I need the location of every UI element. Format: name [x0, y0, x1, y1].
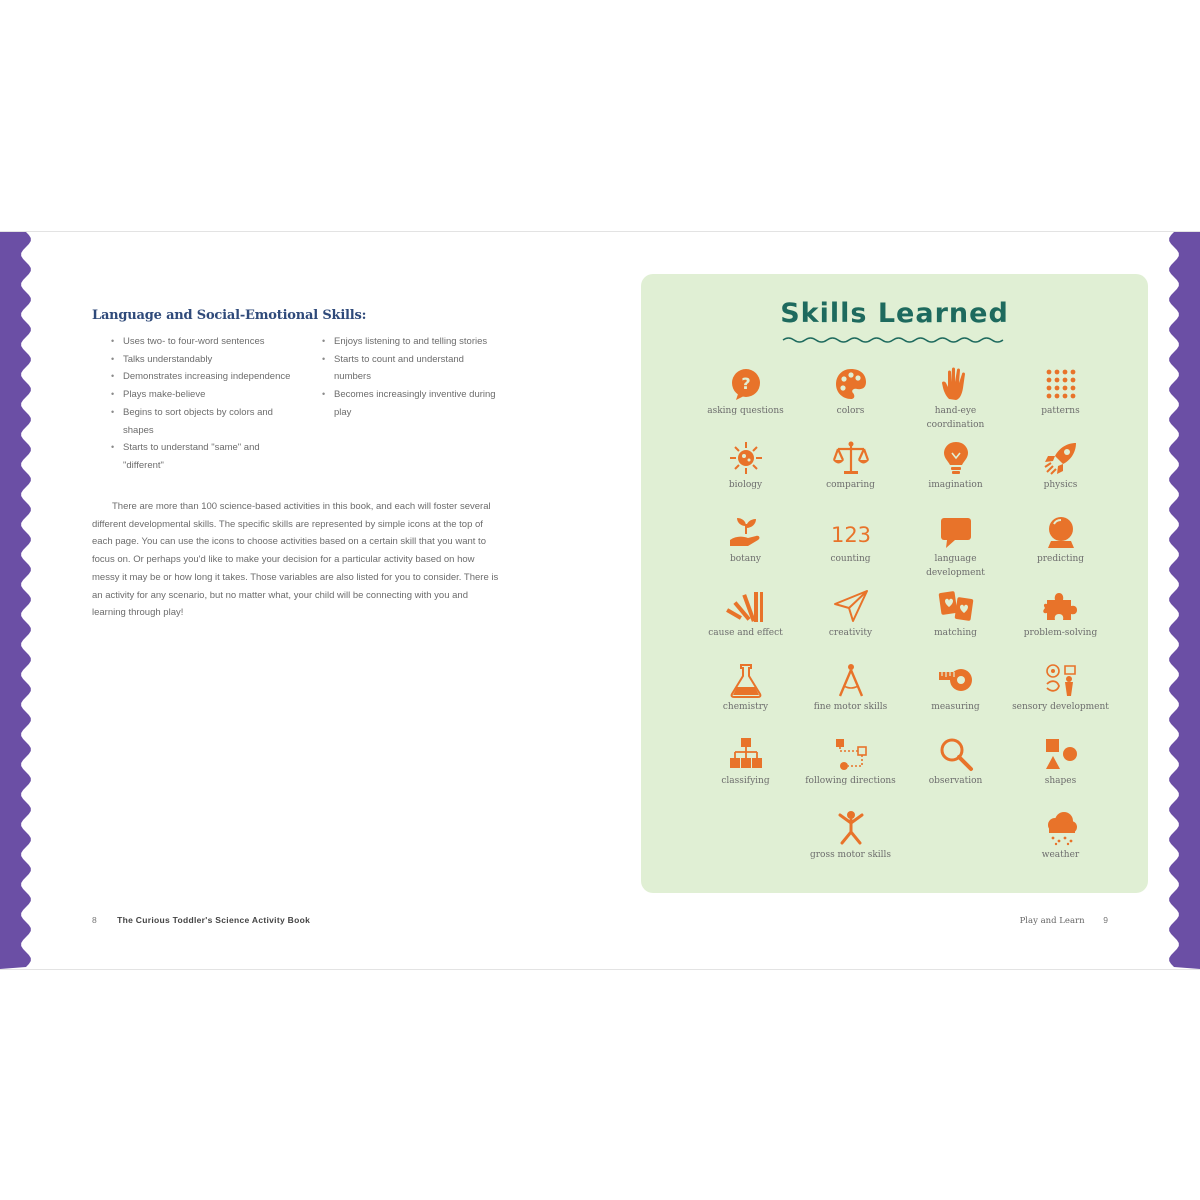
skill-item: [693, 514, 798, 566]
tape-measure-icon: [938, 662, 974, 698]
microbe-icon: [728, 440, 764, 476]
bullet-item: • Demonstrates increasing independence: [92, 368, 292, 386]
skills-bullet-list-column-1: [92, 333, 292, 475]
skill-label: predicting: [1036, 554, 1085, 564]
matching-cards-icon: [938, 588, 974, 624]
skill-item: [1008, 514, 1113, 566]
skill-item: [798, 736, 903, 788]
skill-label: measuring: [931, 702, 980, 712]
book-spread: [0, 231, 1200, 970]
skill-item: [1008, 588, 1113, 640]
skill-label: fine motor skills: [813, 702, 888, 712]
section-heading: Language and Social-Emotional Skills:: [92, 308, 367, 323]
skill-item: [903, 736, 1008, 788]
skill-label: asking questions: [707, 406, 784, 416]
skill-label: biology: [728, 480, 763, 490]
skill-label: sensory development: [1012, 702, 1109, 712]
bullet-item: • Becomes increasingly inventive during play: [303, 386, 503, 421]
skill-label: problem-solving: [1023, 628, 1098, 638]
hierarchy-icon: [728, 736, 764, 772]
skill-label: counting: [830, 554, 871, 564]
hand-icon: [938, 366, 974, 402]
puzzle-piece-icon: [1043, 588, 1079, 624]
skill-label: following directions: [805, 776, 896, 786]
skill-item: [1008, 662, 1113, 714]
flask-icon: [728, 662, 764, 698]
skill-label: physics: [1043, 480, 1078, 490]
skill-item: [903, 662, 1008, 714]
skill-item: [798, 440, 903, 492]
bullet-item: • Starts to count and understand numbers: [303, 351, 503, 386]
skill-item: [1008, 810, 1113, 862]
body-paragraph: There are more than 100 science-based activities in this book, and each will foster several different developmental skills. The specific skills are represented by simple icons at the top of each page. You can use the icons to choose activities based on a certain skill that you want to focus on. Or perhaps you'd like to make your decision for a particular activity based on how messy it may be or how long it takes. Those variables are also listed for you to consider. There is an activity for any scenario, but no matter what, your child will be connecting with you and learning through play!: [92, 501, 499, 619]
crystal-ball-icon: [1043, 514, 1079, 550]
rocket-icon: [1043, 440, 1079, 476]
senses-icon: [1043, 662, 1079, 698]
skill-label: matching: [934, 628, 977, 638]
dot-grid-icon: [1043, 366, 1079, 402]
bullet-item: • Uses two- to four-word sentences: [92, 333, 292, 351]
skill-item: [693, 366, 798, 418]
left-page-footer: [92, 915, 310, 925]
paper-plane-icon: [833, 588, 869, 624]
skills-learned-panel: [641, 274, 1148, 893]
bullet-item: • Plays make-believe: [92, 386, 292, 404]
right-wavy-border: [1168, 232, 1200, 969]
flowchart-icon: [833, 736, 869, 772]
skill-item: [798, 810, 903, 862]
skill-label: botany: [729, 554, 762, 564]
right-page-footer: [1020, 915, 1108, 926]
shapes-icon: [1043, 736, 1079, 772]
bullet-item: • Begins to sort objects by colors and shapes: [92, 404, 292, 439]
skills-bullet-list-column-2: [303, 333, 503, 422]
svg-text:123: 123: [830, 523, 871, 547]
palette-icon: [833, 366, 869, 402]
lightbulb-icon: [938, 440, 974, 476]
skill-item: [1008, 440, 1113, 492]
skill-label: gross motor skills: [809, 850, 892, 860]
skill-item: [693, 662, 798, 714]
skills-panel-title: Skills Learned: [780, 298, 1009, 329]
skill-item: [693, 588, 798, 640]
left-page-number: 8: [92, 915, 97, 925]
skill-item: [798, 588, 903, 640]
skill-item: [903, 588, 1008, 640]
skill-item: [903, 514, 1008, 580]
skill-label: language development: [926, 554, 985, 578]
skill-label: creativity: [828, 628, 873, 638]
question-bubble-icon: [728, 366, 764, 402]
skill-item: [903, 366, 1008, 432]
section-title: Play and Learn: [1019, 916, 1085, 926]
skill-item: [693, 440, 798, 492]
numbers-123-icon: [830, 514, 871, 550]
left-page: [92, 232, 512, 969]
bullet-item: • Enjoys listening to and telling stories: [303, 333, 503, 351]
skill-item: [798, 514, 903, 566]
skill-item: [1008, 366, 1113, 418]
skill-label: shapes: [1044, 776, 1077, 786]
bullet-item: • Starts to understand "same" and "different": [92, 439, 292, 474]
balance-scale-icon: [833, 440, 869, 476]
skill-label: observation: [928, 776, 983, 786]
sprout-hand-icon: [728, 514, 764, 550]
compass-icon: [833, 662, 869, 698]
speech-bubble-icon: [938, 514, 974, 550]
rain-cloud-icon: [1043, 810, 1079, 846]
left-wavy-border: [0, 232, 32, 969]
dominoes-icon: [728, 588, 764, 624]
skill-label: classifying: [721, 776, 770, 786]
skill-item: [798, 366, 903, 418]
svg-text:?: ?: [740, 374, 751, 393]
skill-label: comparing: [826, 480, 875, 490]
title-wavy-underline: [783, 336, 1005, 344]
jumping-figure-icon: [833, 810, 869, 846]
skill-label: imagination: [928, 480, 983, 490]
right-page-number: 9: [1103, 915, 1108, 925]
skill-label: patterns: [1041, 406, 1080, 416]
skill-item: [798, 662, 903, 714]
skill-label: weather: [1041, 850, 1080, 860]
skills-icon-grid: [693, 366, 1113, 886]
skill-label: colors: [836, 406, 865, 416]
skill-item: [693, 736, 798, 788]
skill-item: [1008, 736, 1113, 788]
skill-label: hand-eye coordination: [926, 406, 985, 430]
skill-item: [903, 440, 1008, 492]
skill-label: chemistry: [722, 702, 769, 712]
magnifier-icon: [938, 736, 974, 772]
bullet-item: • Talks understandably: [92, 351, 292, 369]
book-title: The Curious Toddler's Science Activity Book: [117, 915, 311, 925]
skill-label: cause and effect: [708, 628, 783, 638]
